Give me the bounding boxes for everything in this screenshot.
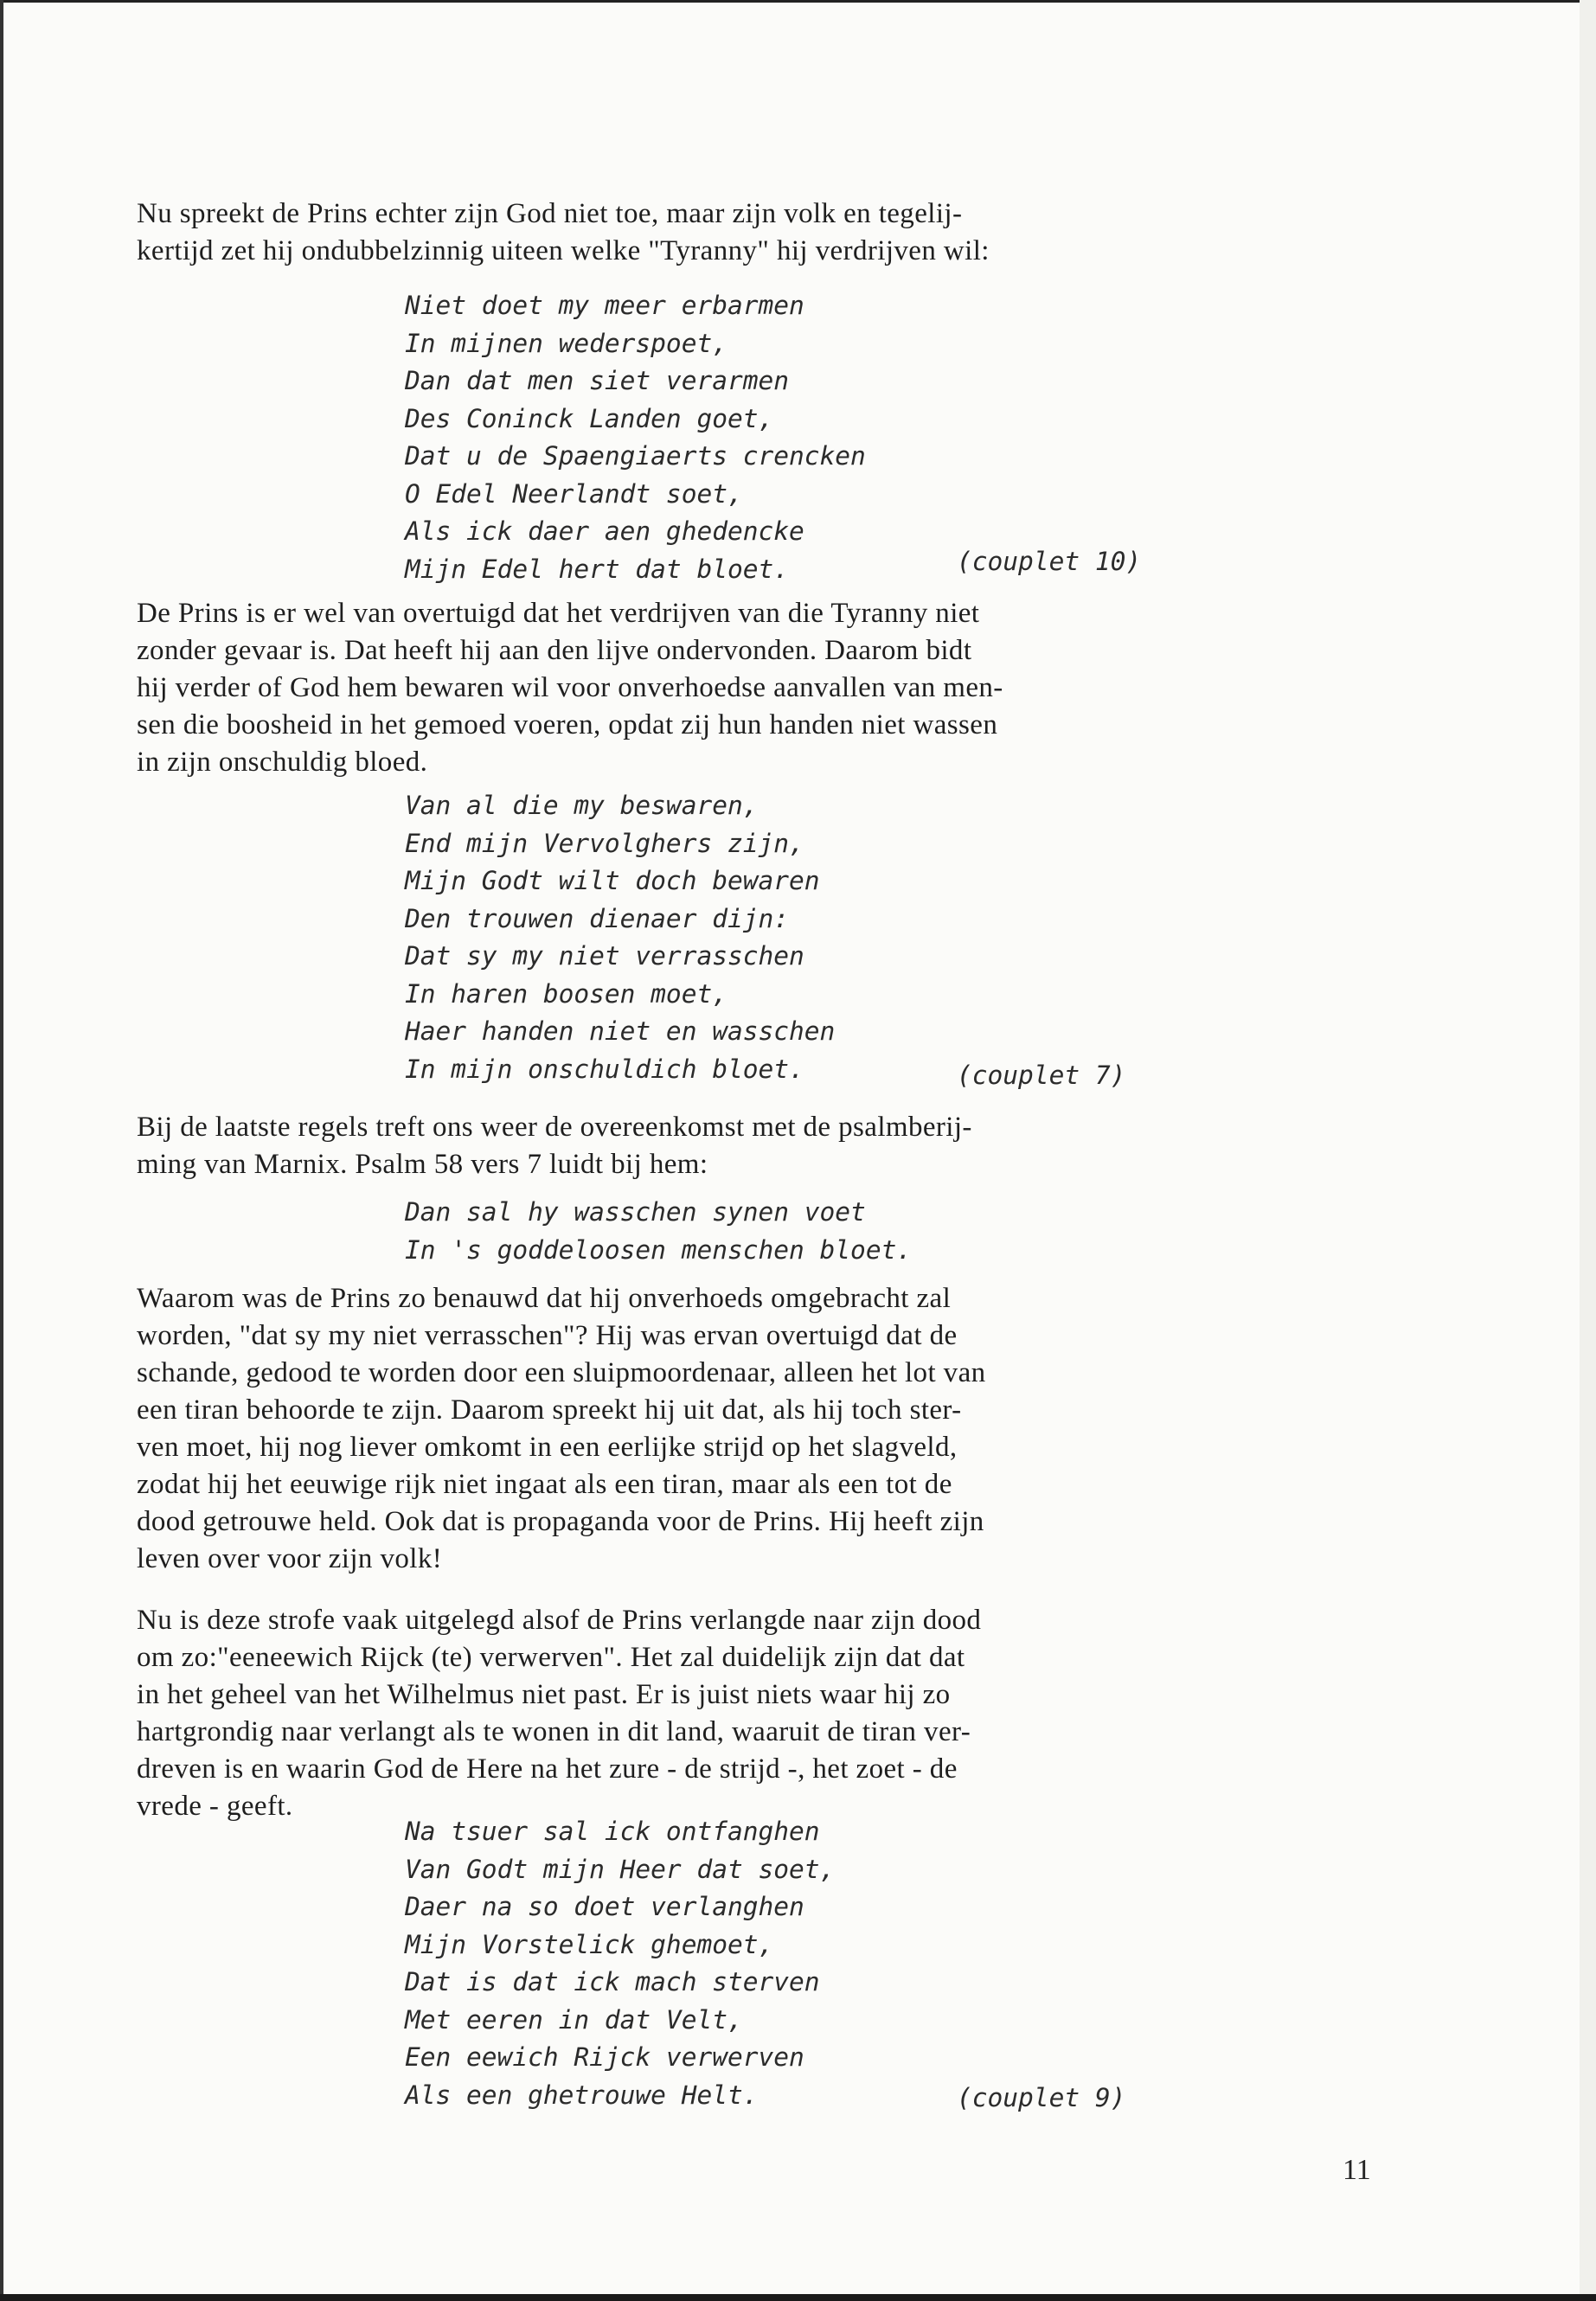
poem-verse: Als een ghetrouwe Helt. <box>405 2080 759 2110</box>
poem-verse: Dat u de Spaengiaerts crencken <box>405 441 866 471</box>
poem-verse: Mijn Vorstelick ghemoet, <box>405 1929 774 1959</box>
poem-verse: Als ick daer aen ghedencke <box>405 516 804 546</box>
poem-verse: Dat is dat ick mach sterven <box>405 1967 820 1997</box>
text-line: sen die boosheid in het gemoed voeren, opdat zij hun handen niet wassen <box>137 709 998 740</box>
text-line: dood getrouwe held. Ook dat is propaganda voor de Prins. Hij heeft zijn <box>137 1506 984 1537</box>
text-line: een tiran behoorde te zijn. Daarom spreekt hij uit dat, als hij toch ster- <box>137 1394 962 1426</box>
text-line: om zo:"eeneewich Rijck (te) verwerven". Het zal duidelijk zijn dat dat <box>137 1642 965 1673</box>
text-line: zodat hij het eeuwige rijk niet ingaat als een tiran, maar als een tot de <box>137 1469 952 1500</box>
poem-verse: O Edel Neerlandt soet, <box>405 478 743 509</box>
text-line: Bij de laatste regels treft ons weer de overeenkomst met de psalmberij- <box>137 1112 972 1143</box>
poem-verse: Des Coninck Landen goet, <box>405 403 774 433</box>
couplet-reference: (couplet 10) <box>957 547 1142 576</box>
text-line: hartgrondig naar verlangt als te wonen in dit land, waaruit de tiran ver- <box>137 1716 971 1747</box>
couplet-reference: (couplet 7) <box>957 1061 1126 1090</box>
text-line: vrede - geeft. <box>137 1791 293 1822</box>
text-line: leven over voor zijn volk! <box>137 1543 443 1574</box>
poem-verse: Haer handen niet en wasschen <box>405 1016 836 1046</box>
poem-couplet-10 <box>405 287 866 588</box>
text-line: in het geheel van het Wilhelmus niet past. Er is juist niets waar hij zo <box>137 1679 951 1710</box>
poem-verse: In mijn onschuldich bloet. <box>405 1054 804 1084</box>
text-line: zonder gevaar is. Dat heeft hij aan den lijve ondervonden. Daarom bidt <box>137 635 972 666</box>
poem-verse: Dan dat men siet verarmen <box>405 366 790 395</box>
text-line: hij verder of God hem bewaren wil voor onverhoedse aanvallen van men- <box>137 672 1003 703</box>
text-line: Nu is deze strofe vaak uitgelegd alsof de Prins verlangde naar zijn dood <box>137 1605 982 1636</box>
text-line: Nu spreekt de Prins echter zijn God niet toe, maar zijn volk en tegelij- <box>137 198 963 229</box>
poem-verse: Den trouwen dienaer dijn: <box>405 903 790 933</box>
text-line: Waarom was de Prins zo benauwd dat hij onverhoeds omgebracht zal <box>137 1283 952 1314</box>
paragraph-danger <box>137 595 1365 781</box>
couplet-reference: (couplet 9) <box>957 2083 1126 2112</box>
page-number: 11 <box>1343 2154 1371 2186</box>
paragraph-intro <box>137 195 1365 270</box>
text-line: worden, "dat sy my niet verrasschen"? Hij was ervan overtuigd dat de <box>137 1320 958 1351</box>
poem-verse: Niet doet my meer erbarmen <box>405 291 804 320</box>
poem-verse: Een eewich Rijck verwerven <box>405 2042 804 2072</box>
poem-verse: In haren boosen moet, <box>405 978 727 1009</box>
text-line: dreven is en waarin God de Here na het zure - de strijd -, het zoet - de <box>137 1753 958 1785</box>
text-line: De Prins is er wel van overtuigd dat het verdrijven van die Tyranny niet <box>137 598 980 629</box>
poem-verse: In 's goddeloosen menschen bloet. <box>405 1234 913 1265</box>
poem-verse: Mijn Godt wilt doch bewaren <box>405 866 820 895</box>
poem-couplet-7 <box>405 787 835 1088</box>
paragraph-waarom <box>137 1280 1365 1578</box>
text-line: kertijd zet hij ondubbelzinnig uiteen welke "Tyranny" hij verdrijven wil: <box>137 235 990 266</box>
text-line: ming van Marnix. Psalm 58 vers 7 luidt bij hem: <box>137 1149 708 1180</box>
poem-couplet-9 <box>405 1813 835 2114</box>
text-line: in zijn onschuldig bloed. <box>137 747 428 778</box>
poem-verse: Dat sy my niet verrasschen <box>405 941 804 971</box>
poem-verse: Van al die my beswaren, <box>405 791 759 820</box>
poem-verse: Van Godt mijn Heer dat soet, <box>405 1854 836 1884</box>
poem-psalm-58 <box>405 1194 912 1269</box>
paragraph-strofe <box>137 1602 1365 1825</box>
paragraph-marnix <box>137 1109 1365 1183</box>
poem-verse: Daer na so doet verlanghen <box>405 1892 804 1921</box>
text-line: schande, gedood te worden door een sluipmoordenaar, alleen het lot van <box>137 1357 986 1388</box>
poem-verse: Met eeren in dat Velt, <box>405 2004 743 2035</box>
poem-verse: Mijn Edel hert dat bloet. <box>405 554 790 584</box>
text-line: ven moet, hij nog liever omkomt in een eerlijke strijd op het slagveld, <box>137 1432 958 1463</box>
poem-verse: End mijn Vervolghers zijn, <box>405 828 804 858</box>
poem-verse: In mijnen wederspoet, <box>405 328 727 358</box>
poem-verse: Na tsuer sal ick ontfanghen <box>405 1817 820 1846</box>
poem-verse: Dan sal hy wasschen synen voet <box>405 1197 866 1227</box>
